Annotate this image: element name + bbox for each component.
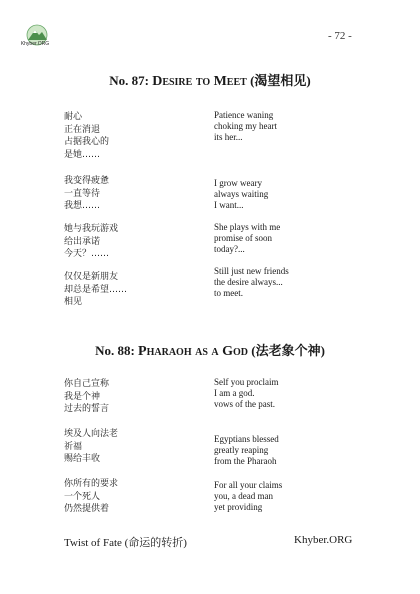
stanza <box>214 222 280 255</box>
verse-line: 我变得疲惫 <box>64 176 110 186</box>
verse-line: 却总是希望…… <box>64 284 128 295</box>
verse-line: Patience waning <box>214 110 274 120</box>
stanza <box>214 480 282 513</box>
verse-line: 她与我玩游戏 <box>64 224 119 234</box>
verse-line: I grow weary <box>214 178 262 188</box>
verse-line: from the Pharaoh <box>214 456 277 466</box>
verse-line: 赐给丰收 <box>64 454 101 465</box>
verse-line: choking my heart <box>214 121 277 131</box>
verse-line: 仅仅是新朋友 <box>64 272 119 282</box>
poem-88-title-en: Pharaoh as a God <box>138 344 248 359</box>
stanza <box>214 110 277 143</box>
stanza <box>214 178 268 211</box>
khyber-logo <box>14 24 60 54</box>
stanza <box>214 434 279 467</box>
verse-line: 一直等待 <box>64 188 101 199</box>
logo-text: Khyber.ORG <box>20 41 50 47</box>
verse-line: 祈福 <box>64 441 83 452</box>
verse-line: promise of soon <box>214 233 272 243</box>
verse-line: 仍然提供着 <box>64 504 110 515</box>
verse-line: 相见 <box>64 297 83 308</box>
poem-87-number: No. 87: <box>109 73 153 88</box>
verse-line: 你所有的要求 <box>64 479 119 489</box>
verse-line: 给出承诺 <box>64 236 101 247</box>
poem-87-title-en: Desire to Meet <box>152 74 247 89</box>
verse-line: vows of the past. <box>214 399 275 409</box>
stanza <box>214 266 289 299</box>
stanza <box>64 271 127 309</box>
stanza <box>64 428 118 466</box>
verse-line: always waiting <box>214 189 269 199</box>
verse-line: 你自己宣称 <box>64 379 110 389</box>
verse-line: She plays with me <box>214 222 281 232</box>
poem-88-title-zh: (法老象个神) <box>251 343 325 358</box>
verse-line: 正在消退 <box>64 124 101 135</box>
verse-line: yet providing <box>214 502 263 512</box>
verse-line: 埃及人向法老 <box>64 429 119 439</box>
stanza <box>64 175 109 213</box>
verse-line: today?... <box>214 244 245 254</box>
verse-line: the desire always... <box>214 277 283 287</box>
verse-line: greatly reaping <box>214 445 269 455</box>
stanza <box>64 378 109 416</box>
footer-book-title: Twist of Fate (命运的转折) <box>64 537 187 549</box>
verse-line: its her... <box>214 132 243 142</box>
verse-line: 占据我心的 <box>64 137 110 148</box>
verse-line: For all your claims <box>214 480 283 490</box>
stanza <box>64 478 118 516</box>
poem-87-title <box>0 70 420 90</box>
verse-line: 今天？…… <box>64 249 110 260</box>
footer-site: Khyber.ORG <box>294 534 353 546</box>
poem-87-title-zh: (渴望相见) <box>250 73 311 88</box>
verse-line: 耐心 <box>64 112 83 122</box>
verse-line: I want... <box>214 200 244 210</box>
page-number: - 72 - <box>328 30 352 42</box>
verse-line: Self you proclaim <box>214 377 279 387</box>
verse-line: 我是个神 <box>64 391 101 402</box>
verse-line: I am a god. <box>214 388 255 398</box>
verse-line: Still just new friends <box>214 266 289 276</box>
verse-line: you, a dead man <box>214 491 273 501</box>
poem-88-title <box>0 340 420 360</box>
verse-line: 一个死人 <box>64 491 101 502</box>
verse-line: 是她…… <box>64 149 101 160</box>
stanza <box>214 377 279 410</box>
stanza <box>64 223 118 261</box>
verse-line: to meet. <box>214 288 243 298</box>
stanza <box>64 111 109 161</box>
verse-line: 我想…… <box>64 201 101 212</box>
verse-line: Egyptians blessed <box>214 434 279 444</box>
verse-line: 过去的誓言 <box>64 404 110 415</box>
poem-88-number: No. 88: <box>95 343 139 358</box>
